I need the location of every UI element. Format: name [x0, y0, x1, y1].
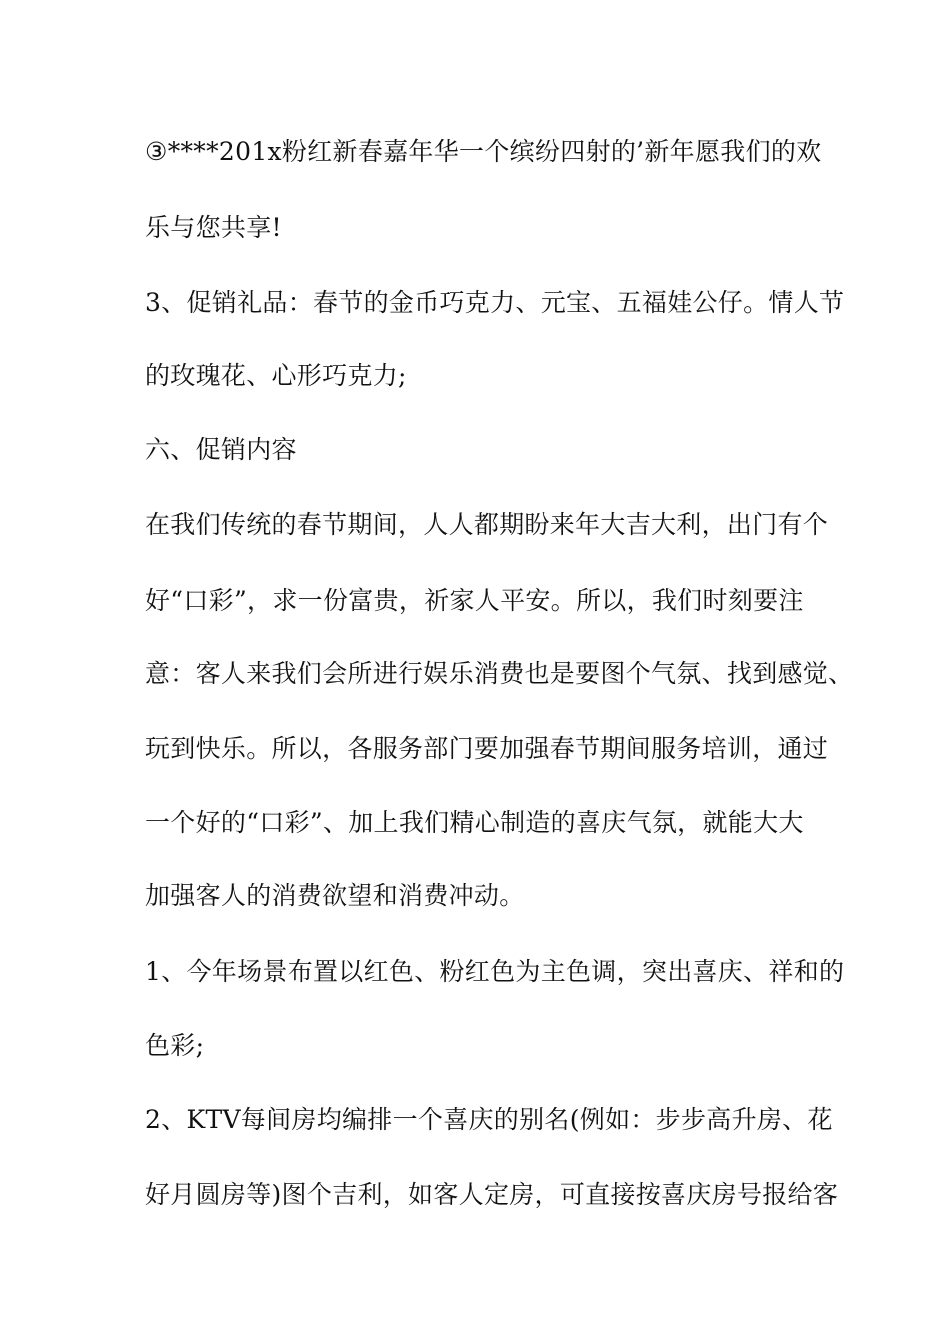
text-line: 好月圆房等)图个吉利，如客人定房，可直接按喜庆房号报给客 — [145, 1180, 839, 1209]
text-line: 加强客人的消费欲望和消费冲动。 — [145, 881, 525, 910]
text-line: 玩到快乐。所以，各服务部门要加强春节期间服务培训，通过 — [145, 734, 829, 763]
text-line: ③****201x粉红新春嘉年华一个缤纷四射的’新年愿我们的欢 — [145, 137, 822, 166]
text-line: 意：客人来我们会所进行娱乐消费也是要图个气氛、找到感觉、 — [145, 659, 854, 688]
text-line: 2、KTV每间房均编排一个喜庆的别名(例如：步步高升房、花 — [145, 1105, 833, 1134]
text-line: 的玫瑰花、心形巧克力; — [145, 361, 407, 390]
text-line: 在我们传统的春节期间，人人都期盼来年大吉大利，出门有个 — [145, 510, 829, 539]
text-line: 乐与您共享! — [145, 213, 282, 242]
text-line: 3、促销礼品：春节的金币巧克力、元宝、五福娃公仔。情人节 — [145, 288, 845, 317]
text-line: 一个好的“口彩”、加上我们精心制造的喜庆气氛，就能大大 — [145, 808, 804, 837]
section-heading: 六、促销内容 — [145, 435, 297, 464]
text-line: 1、今年场景布置以红色、粉红色为主色调，突出喜庆、祥和的 — [145, 957, 845, 986]
text-line: 色彩; — [145, 1031, 205, 1060]
text-line: 好“口彩”，求一份富贵，祈家人平安。所以，我们时刻要注 — [145, 586, 804, 615]
